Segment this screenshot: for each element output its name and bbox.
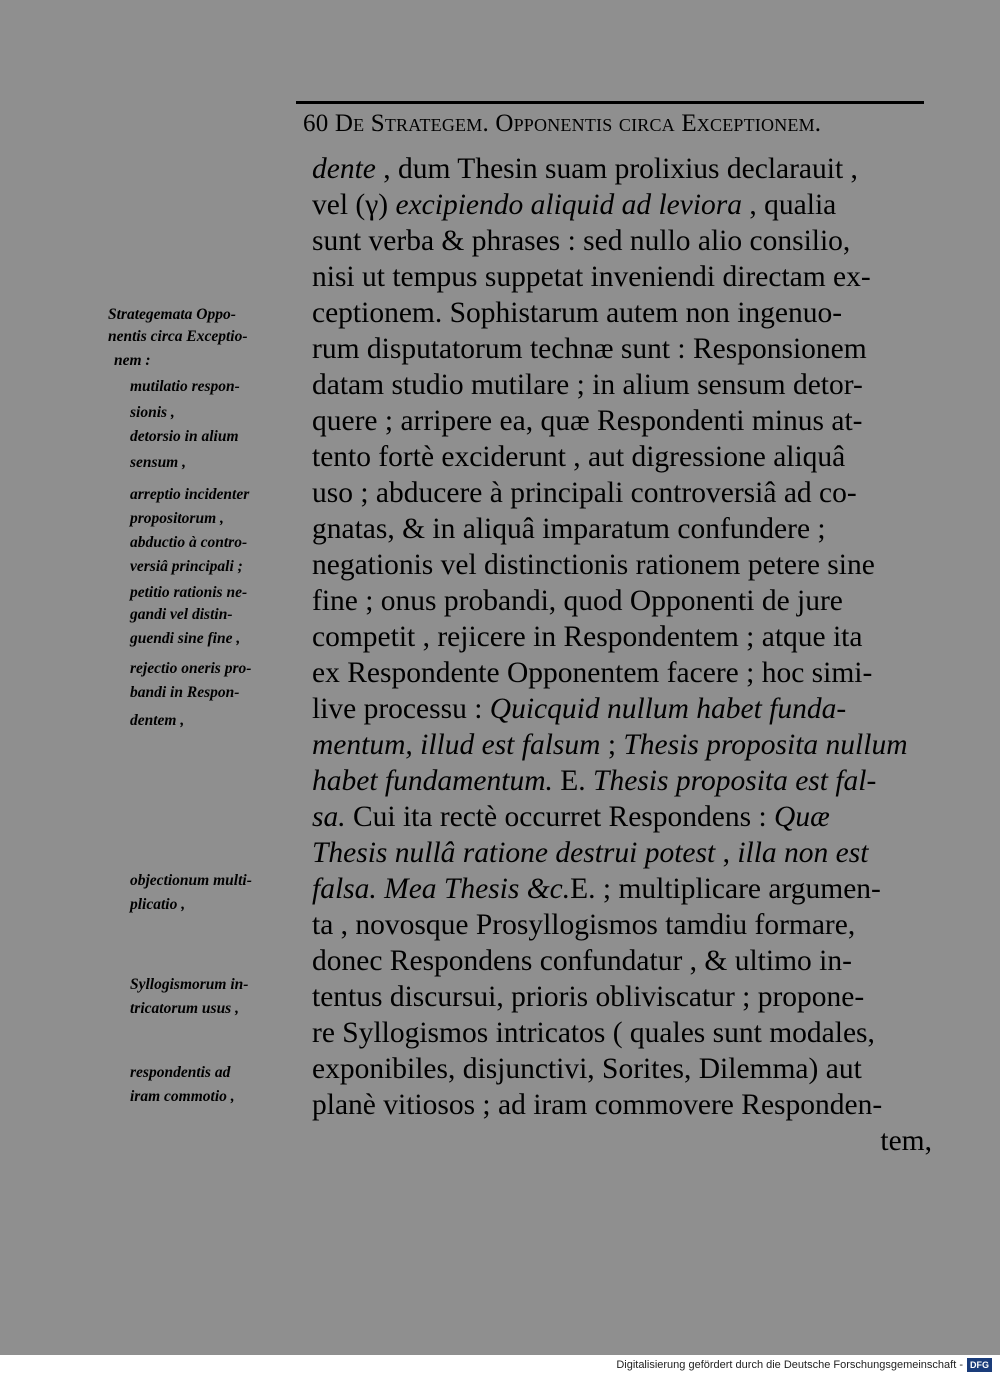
margin-note-line: respondentis ad — [130, 1064, 231, 1081]
text-line — [312, 152, 932, 186]
text-segment: competit , rejicere in Respondentem ; atque ita — [312, 621, 863, 653]
italic-segment: Thesis proposita est fal- — [593, 765, 877, 797]
margin-note-line: versiâ principali ; — [130, 558, 243, 575]
text-segment: uso ; abducere à principali controversiâ ad co- — [312, 477, 857, 509]
text-segment: quere ; arripere ea, quæ Respondenti minus at- — [312, 405, 863, 437]
margin-note-line: objectionum multi- — [130, 872, 252, 889]
margin-note-line: sensum , — [130, 454, 186, 471]
text-segment: , qualia — [742, 189, 837, 221]
text-line — [312, 872, 932, 906]
margin-note-line: dentem , — [130, 712, 185, 729]
text-line — [312, 332, 932, 366]
text-line — [312, 404, 932, 438]
italic-segment: Thesis nullâ ratione destrui potest — [312, 837, 716, 869]
text-line — [312, 584, 932, 618]
text-line — [312, 476, 932, 510]
footer-text: Digitalisierung gefördert durch die Deutsche Forschungsgemeinschaft - — [616, 1359, 963, 1371]
italic-segment: Quicquid nullum habet funda- — [489, 693, 847, 725]
text-segment: negationis vel distinctionis rationem petere sine — [312, 549, 875, 581]
dfg-logo[interactable]: DFG — [967, 1358, 992, 1372]
margin-note-line: sionis , — [130, 404, 175, 421]
text-line — [312, 188, 932, 222]
italic-segment: mentum, illud est falsum — [312, 729, 601, 761]
italic-segment: Quæ — [774, 801, 830, 833]
margin-note-line: rejectio oneris pro- — [130, 660, 252, 677]
margin-note-line: bandi in Respon- — [130, 684, 240, 701]
margin-note-line: arreptio incidenter — [130, 486, 250, 503]
margin-note-line: abductio à contro- — [130, 534, 248, 551]
text-line — [312, 368, 932, 402]
margin-note-line: plicatio , — [130, 896, 186, 913]
text-segment: gnatas, & in aliquâ imparatum confundere ; — [312, 513, 826, 545]
text-line — [312, 1088, 932, 1122]
italic-segment: illa non est — [737, 837, 869, 869]
text-line — [312, 440, 932, 474]
text-segment: live processu : — [312, 693, 490, 725]
text-line — [312, 728, 932, 762]
margin-note-line: Syllogismorum in- — [130, 976, 249, 993]
text-segment: ta , novosque Prosyllogismos tamdiu formare, — [312, 909, 856, 941]
text-line — [312, 656, 932, 690]
margin-note-line: petitio rationis ne- — [130, 584, 248, 601]
text-segment: , — [715, 837, 738, 869]
text-line — [312, 800, 932, 834]
text-line — [312, 260, 932, 294]
text-line — [312, 296, 932, 330]
text-line — [312, 692, 932, 726]
italic-segment: falsa. Mea Thesis &c. — [312, 873, 571, 905]
text-segment: , dum Thesin suam prolixius declarauit , — [375, 153, 858, 185]
margin-note-line: gandi vel distin- — [130, 606, 233, 623]
text-segment: E. ; multiplicare argumen- — [570, 873, 881, 905]
text-segment: sunt verba & phrases : sed nullo alio consilio, — [312, 225, 851, 257]
margin-note-line: tricatorum usus , — [130, 1000, 239, 1017]
text-segment: fine ; onus probandi, quod Opponenti de jure — [312, 585, 843, 617]
text-line — [312, 1016, 932, 1050]
text-segment: exponibiles, disjunctivi, Sorites, Dilemma) aut — [312, 1053, 862, 1085]
text-segment: ; — [600, 729, 624, 761]
text-line — [312, 1124, 932, 1158]
text-segment: tento fortè exciderunt , aut digressione aliquâ — [312, 441, 846, 473]
running-header: 60 De Strategem. Opponentis circa Exceptionem. — [303, 110, 822, 137]
text-line — [312, 980, 932, 1014]
italic-segment: Thesis proposita nullum — [623, 729, 908, 761]
italic-segment: habet fundamentum. — [312, 765, 553, 797]
text-line — [312, 620, 932, 654]
italic-segment: excipiendo aliquid ad leviora — [395, 189, 743, 221]
margin-note-line: propositorum , — [130, 510, 224, 527]
italic-segment: sa. — [312, 801, 346, 833]
text-segment: E. — [552, 765, 594, 797]
text-segment: rum disputatorum technæ sunt : Responsionem — [312, 333, 867, 365]
text-line — [312, 224, 932, 258]
text-segment: tem, — [880, 1125, 932, 1157]
header-rule — [296, 101, 924, 104]
margin-note-line: iram commotio , — [130, 1088, 235, 1105]
text-segment: tentus discursui, prioris obliviscatur ; propone- — [312, 981, 865, 1013]
text-segment: donec Respondens confundatur , & ultimo in- — [312, 945, 852, 977]
text-line — [312, 908, 932, 942]
text-segment: ex Respondente Opponentem facere ; hoc simi- — [312, 657, 873, 689]
text-segment: planè vitiosos ; ad iram commovere Responden- — [312, 1089, 883, 1121]
text-line — [312, 512, 932, 546]
text-segment: nisi ut tempus suppetat inveniendi directam ex- — [312, 261, 871, 293]
text-segment: Cui ita rectè occurret Respondens : — [345, 801, 775, 833]
margin-note-line: nem : — [114, 352, 151, 369]
margin-note-line: guendi sine fine , — [130, 630, 241, 647]
text-line — [312, 764, 932, 798]
text-segment: re Syllogismos intricatos ( quales sunt modales, — [312, 1017, 875, 1049]
text-line — [312, 944, 932, 978]
text-segment: datam studio mutilare ; in alium sensum detor- — [312, 369, 863, 401]
text-line — [312, 1052, 932, 1086]
margin-note-line: detorsio in alium — [130, 428, 239, 445]
text-segment: ceptionem. Sophistarum autem non ingenuo- — [312, 297, 843, 329]
text-line — [312, 548, 932, 582]
margin-note-line: mutilatio respon- — [130, 378, 240, 395]
margin-note-line: nentis circa Exceptio- — [108, 328, 248, 345]
text-segment: vel (γ) — [312, 189, 396, 221]
italic-segment: dente — [312, 153, 376, 185]
text-line — [312, 836, 932, 870]
footer — [616, 1358, 992, 1372]
margin-note-line: Strategemata Oppo- — [108, 306, 236, 323]
